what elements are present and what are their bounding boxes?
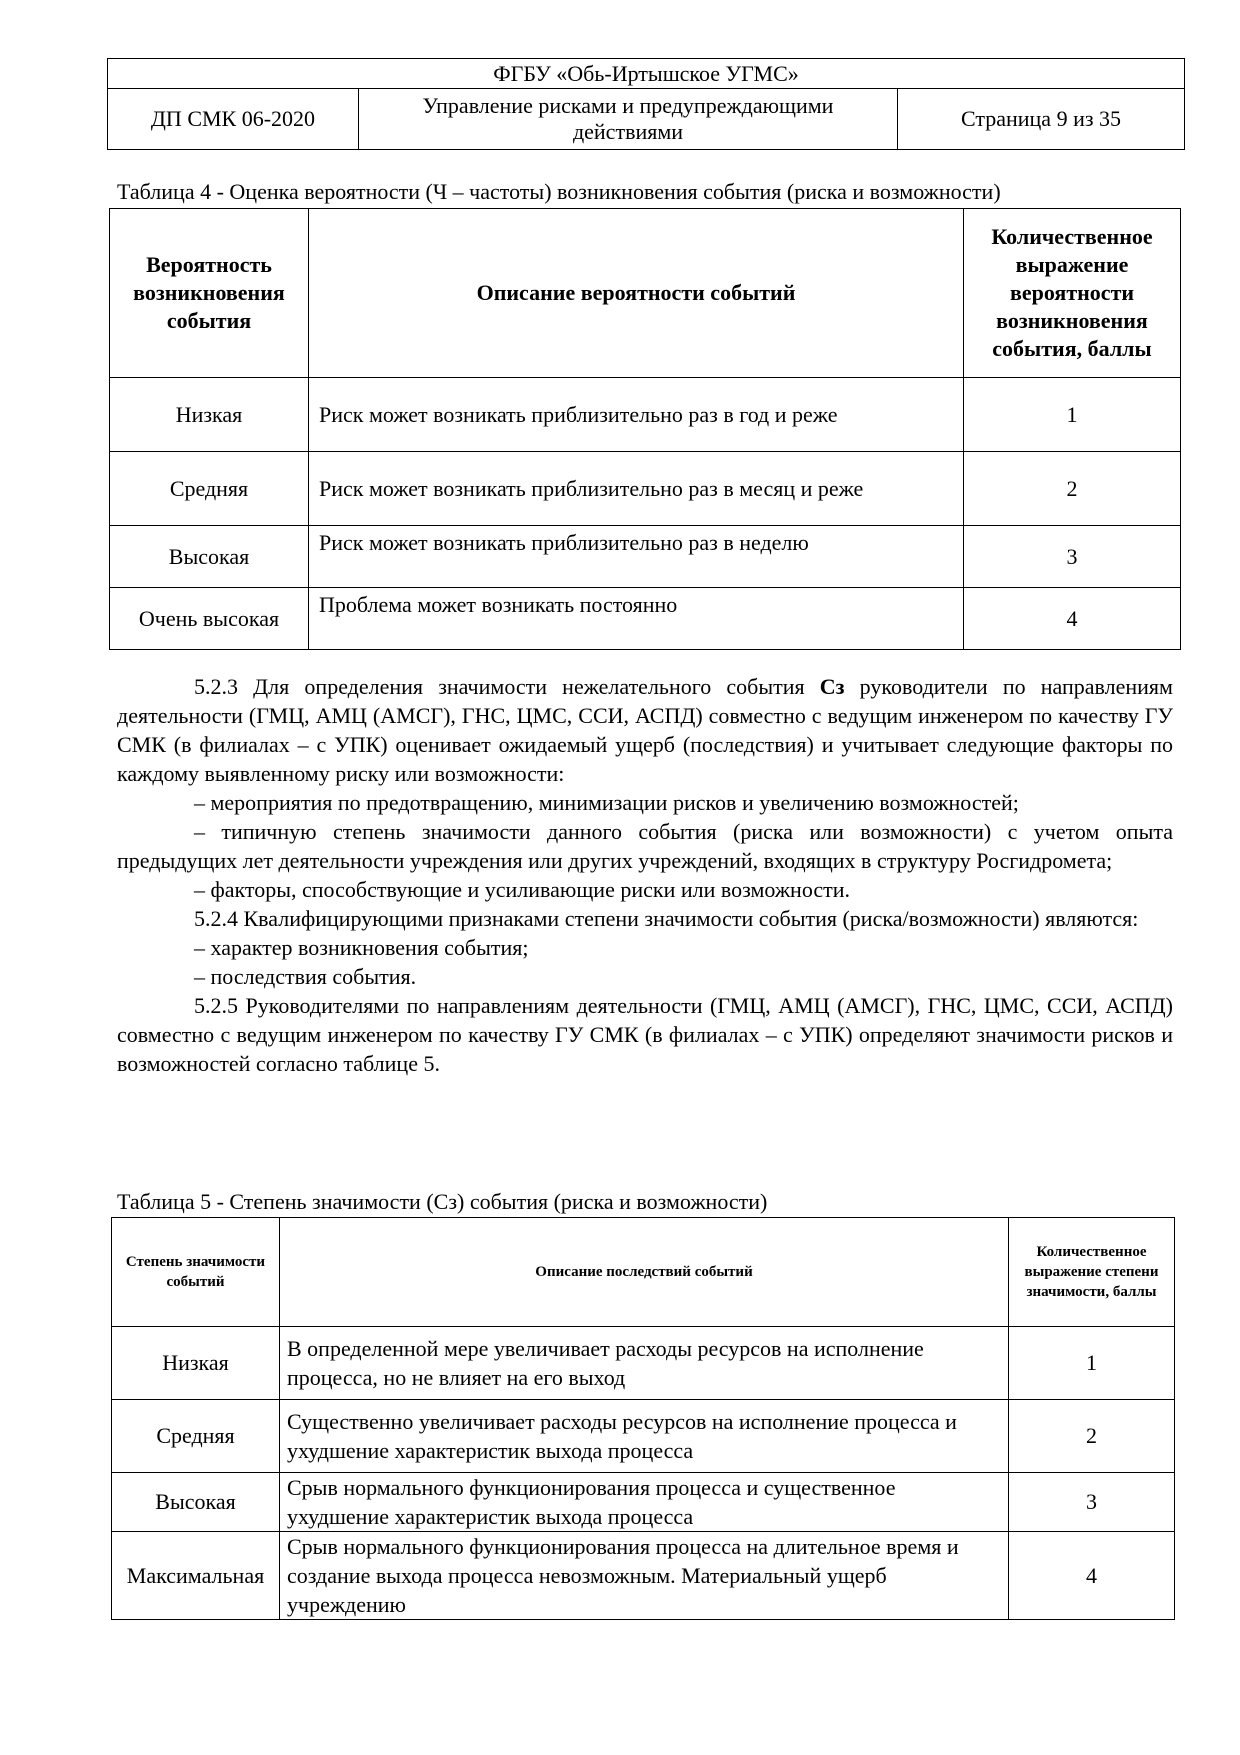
level-cell: Низкая <box>110 378 309 452</box>
paragraph-5-2-4: 5.2.4 Квалифицирующими признаками степени значимости события (риска/возможности) являются: <box>194 906 1139 931</box>
score-cell: 2 <box>964 452 1181 526</box>
table-row <box>112 1532 1175 1620</box>
paragraph-text: руководители по направлениям деятельности (ГМЦ, АМЦ (АМСГ), ГНС, ЦМС, ССИ, АСПД) совместно с ведущим инженером по качеству ГУ СМК (в филиалах – с УПК) оценивает ожидаемый ущерб (последствия) и учитывает следующие факторы по каждому выявленному риску или возможности: <box>117 674 1173 786</box>
list-item: – типичную степень значимости данного события (риска или возможности) с учетом опыта предыдущих лет деятельности учреждения или других учреждений, входящих в структуру Росгидромета; <box>117 819 1173 873</box>
score-cell: 2 <box>1009 1400 1175 1473</box>
paragraph-5-2-3 <box>117 672 1173 788</box>
score-cell: 3 <box>1009 1473 1175 1532</box>
document-header <box>107 58 1185 150</box>
table-header-cell: Количественное выражение вероятности возникновения события, баллы <box>964 209 1181 378</box>
list-item: – мероприятия по предотвращению, минимизации рисков и увеличению возможностей; <box>194 790 1019 815</box>
list-item: – последствия события. <box>194 964 417 989</box>
table5-caption: Таблица 5 - Степень значимости (Сз) события (риска и возможности) <box>117 1189 768 1214</box>
table-row <box>112 1473 1175 1532</box>
level-cell: Максимальная <box>112 1532 280 1620</box>
table-row <box>110 452 1181 526</box>
level-cell: Высокая <box>112 1473 280 1532</box>
list-item: – характер возникновения события; <box>194 935 529 960</box>
level-cell: Низкая <box>112 1327 280 1400</box>
organization-name: ФГБУ «Обь-Иртышское УГМС» <box>108 59 1185 89</box>
table-header-cell: Описание вероятности событий <box>309 209 964 378</box>
score-cell: 1 <box>1009 1327 1175 1400</box>
probability-table <box>109 208 1181 650</box>
table-header-cell: Вероятность возникновения события <box>110 209 309 378</box>
page-number: Страница 9 из 35 <box>898 89 1185 150</box>
description-cell: Риск может возникать приблизительно раз в неделю <box>309 526 964 588</box>
description-cell: Риск может возникать приблизительно раз в год и реже <box>309 378 964 452</box>
significance-table <box>111 1217 1175 1620</box>
document-code: ДП СМК 06-2020 <box>108 89 359 150</box>
level-cell: Высокая <box>110 526 309 588</box>
table-header-cell: Степень значимости событий <box>112 1218 280 1327</box>
list-item: – факторы, способствующие и усиливающие риски или возможности. <box>194 877 851 902</box>
table-header-row <box>110 209 1181 378</box>
table-row <box>110 526 1181 588</box>
score-cell: 3 <box>964 526 1181 588</box>
score-cell: 4 <box>964 588 1181 650</box>
table-row <box>110 378 1181 452</box>
description-cell: Существенно увеличивает расходы ресурсов на исполнение процесса и ухудшение характеристик выхода процесса <box>280 1400 1009 1473</box>
description-cell: Срыв нормального функционирования процесса на длительное время и создание выхода процесса невозможным. Материальный ущерб учреждению <box>280 1532 1009 1620</box>
table-row <box>112 1400 1175 1473</box>
paragraph-5-2-5: 5.2.5 Руководителями по направлениям деятельности (ГМЦ, АМЦ (АМСГ), ГНС, ЦМС, ССИ, АСПД) совместно с ведущим инженером по качеству ГУ СМК (в филиалах – с УПК) определяют значимости рисков и возможностей согласно таблице 5. <box>117 993 1173 1076</box>
table-row <box>110 588 1181 650</box>
table-header-cell: Количественное выражение степени значимости, баллы <box>1009 1218 1175 1327</box>
body-text <box>117 672 1173 1078</box>
document-title: Управление рисками и предупреждающими действиями <box>359 89 898 150</box>
level-cell: Очень высокая <box>110 588 309 650</box>
paragraph-text: 5.2.3 Для определения значимости нежелательного события <box>194 674 820 699</box>
level-cell: Средняя <box>110 452 309 526</box>
table4-caption: Таблица 4 - Оценка вероятности (Ч – частоты) возникновения события (риска и возможности) <box>117 179 1001 204</box>
significance-symbol: Сз <box>819 674 845 699</box>
score-cell: 1 <box>964 378 1181 452</box>
score-cell: 4 <box>1009 1532 1175 1620</box>
table-header-cell: Описание последствий событий <box>280 1218 1009 1327</box>
table-row <box>112 1327 1175 1400</box>
description-cell: В определенной мере увеличивает расходы ресурсов на исполнение процесса, но не влияет на его выход <box>280 1327 1009 1400</box>
level-cell: Средняя <box>112 1400 280 1473</box>
description-cell: Проблема может возникать постоянно <box>309 588 964 650</box>
table-header-row <box>112 1218 1175 1327</box>
description-cell: Риск может возникать приблизительно раз в месяц и реже <box>309 452 964 526</box>
description-cell: Срыв нормального функционирования процесса и существенное ухудшение характеристик выхода процесса <box>280 1473 1009 1532</box>
